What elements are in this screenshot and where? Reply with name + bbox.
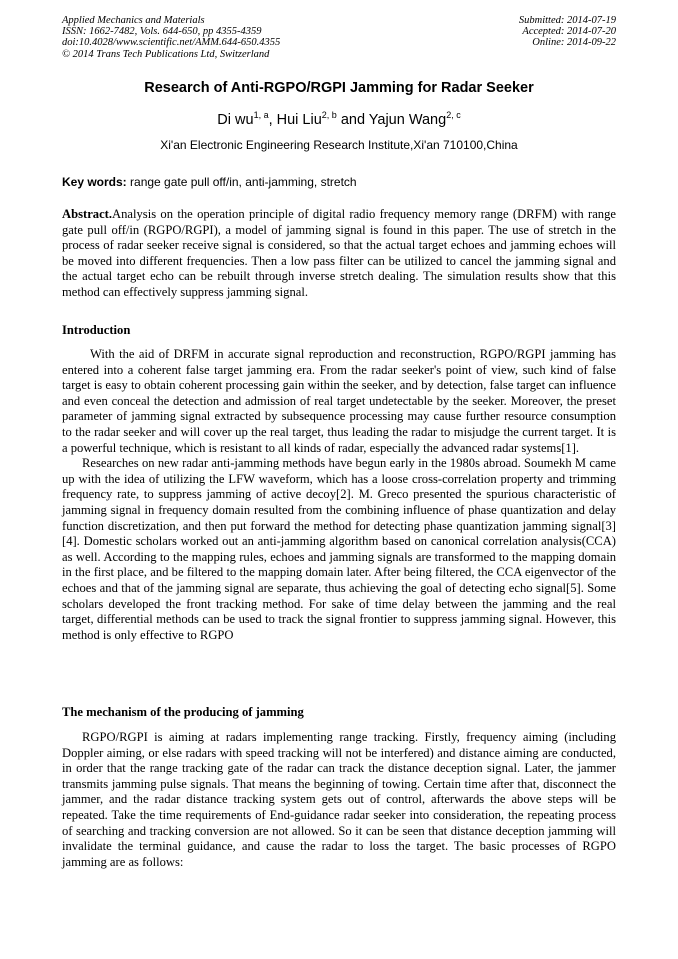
paragraph: With the aid of DRFM in accurate signal reproduction and reconstruction, RGPO/RGPI jamming has entered into a coherent false target jamming era. From the radar seeker's point of view, such kind of false target is easy to obtain coherent processing gain within the seeker, and by detection, false target can influence and even conceal the detection and admission of real target undetectable by the seeker. Moreover, the preset parameter of jamming signal extracted by subsequence processing may cause further resource consumption to the radar seeker and will cover up the real target, thus leading the radar to misjudge the current target. It is a powerful technique, which is resistant to all kinds of radar, especially the advanced radar systems[1]. bbox=[62, 347, 616, 455]
author-line bbox=[0, 112, 678, 128]
author-affil-mark: 2, b bbox=[321, 110, 337, 120]
paragraph: RGPO/RGPI is aiming at radars implementing range tracking. Firstly, frequency aiming (including Doppler aiming, or else radars with speed tracking will not be interfered) and distance aiming are conducted, in order that the range tracking gate of the radar can track the distance deception signal. Later, the jammer transmits jamming pulse signals. That means the beginning of towing. Certain time after that, disconnect the jammer, and the radar distance tracking system gets out of control, afterwards the above steps will be repeated. Take the time requirements of End-guidance radar seeker into consideration, the repeating process of searching and tracking conversion are not allowed. So it can be seen that distance deception jamming will invalidate the terminal guidance, and cause the radar to loss the target. The basic processes of RGPO jamming are as follows: bbox=[62, 730, 616, 869]
abstract-label: Abstract. bbox=[62, 207, 113, 221]
author-separator: , bbox=[268, 112, 277, 128]
section-heading: The mechanism of the producing of jamming bbox=[62, 705, 304, 719]
abstract bbox=[62, 207, 616, 301]
section-heading: Introduction bbox=[62, 323, 131, 337]
submitted-date: Submitted: 2014-07-19 bbox=[518, 15, 616, 26]
author-affil-mark: 1, a bbox=[253, 110, 269, 120]
introduction-body bbox=[62, 347, 616, 643]
keywords bbox=[62, 175, 616, 189]
affiliation: Xi'an Electronic Engineering Research Institute,Xi'an 710100,China bbox=[160, 138, 518, 152]
author-name: Di wu bbox=[217, 112, 254, 128]
copyright: © 2014 Trans Tech Publications Ltd, Switzerland bbox=[62, 48, 270, 60]
keywords-text: range gate pull off/in, anti-jamming, stretch bbox=[126, 175, 357, 189]
author-name: Hui Liu bbox=[276, 112, 322, 128]
author-name: Yajun Wang bbox=[368, 112, 447, 128]
doi: doi:10.4028/www.scientific.net/AMM.644-650.4355 bbox=[62, 37, 281, 49]
abstract-text: Analysis on the operation principle of digital radio frequency memory range (DRFM) with range gate pull off/in (RGPO/RGPI), a model of jamming signal is found in this paper. The use of stretch in the process of radar seeker receive signal is considered, so that the actual target echoes and jamming echoes will be moved into different frequencies. Then a low pass filter can be utilized to cancel the jamming signal and the actual target echo can be rebuilt through inverse stretch dealing. The simulation results show that this method can effectively suppress jamming signal. bbox=[62, 207, 616, 299]
accepted-date: Accepted: 2014-07-20 bbox=[522, 26, 616, 38]
paragraph: Researches on new radar anti-jamming methods have begun early in the 1980s abroad. Soumekh M came up with the idea of utilizing the LFW waveform, which has a loose cross-correlation property and trimming frequency rate, to suppress jamming of active decoy[2]. M. Greco presented the spurious characteristic of jamming signal in frequency domain resulted from the combining influence of phase quantization and delay function discretization, and then put forward the method for detecting phase quantization jamming signal[3][4]. Domestic scholars worked out an anti-jamming algorithm based on canonical correlation analysis(CCA) as well. According to the mapping rules, echoes and jamming signals are transformed to the mapping domain in the first place, and be filtered to the mapping domain later. After being filtered, the CCA eigenvector of the echoes and that of the jamming signal are separate, thus achieving the goal of detecting echo signal[5]. Some scholars developed the front tracking method. For sake of time delay between the jamming and the real target, differential methods can be used to track the signal frontier to suppress jamming signal. However, this method is only effective to RGPO bbox=[62, 456, 616, 642]
author-conjunction: and bbox=[336, 112, 369, 128]
issn: ISSN: 1662-7482, Vols. 644-650, pp 4355-4359 bbox=[62, 26, 262, 38]
journal-name: Applied Mechanics and Materials bbox=[62, 15, 205, 26]
journal-header-right bbox=[519, 15, 616, 49]
online-date: Online: 2014-09-22 bbox=[532, 37, 616, 49]
keywords-label: Key words: bbox=[62, 175, 127, 189]
mechanism-body bbox=[62, 730, 616, 870]
author-affil-mark: 2, c bbox=[446, 110, 461, 120]
paper-title: Research of Anti-RGPO/RGPI Jamming for Radar Seeker bbox=[144, 80, 534, 96]
journal-header-left bbox=[62, 15, 280, 60]
